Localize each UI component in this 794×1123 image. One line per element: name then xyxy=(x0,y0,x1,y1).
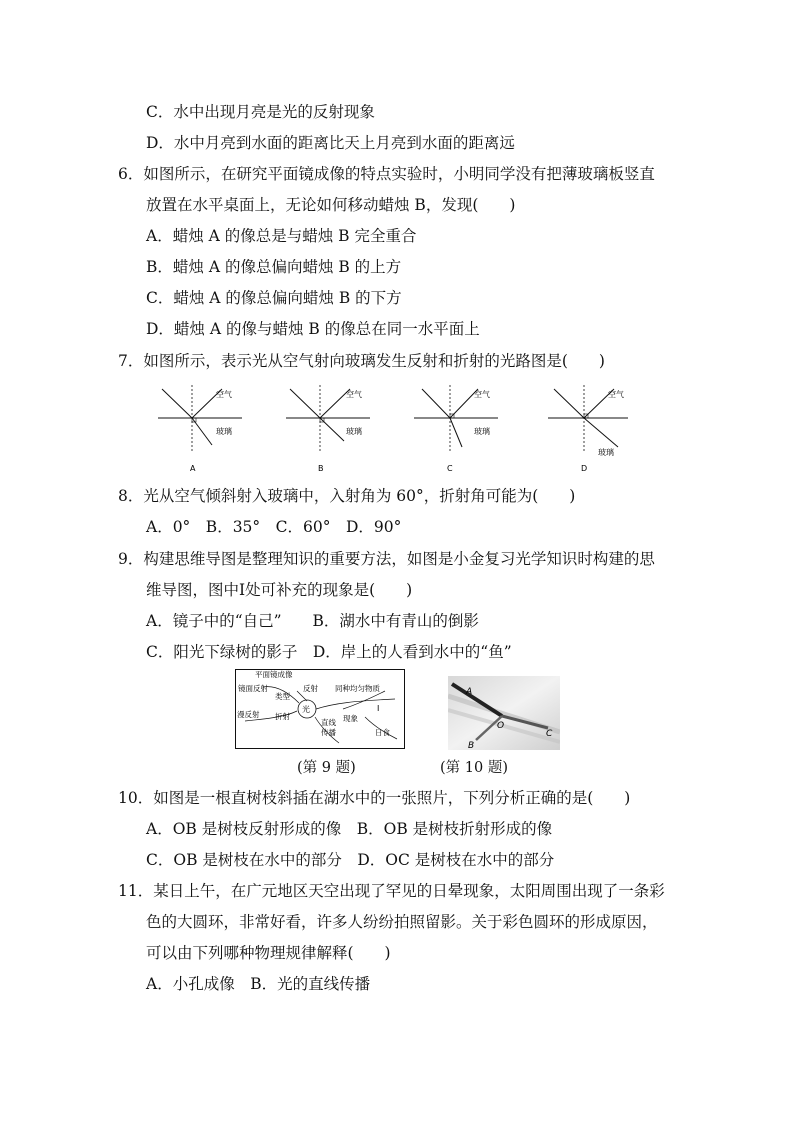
mm-node-reflection: 反射 xyxy=(303,684,318,693)
mm-node-specular: 镜面反射 xyxy=(238,684,268,693)
mm-node-blank-i: Ⅰ xyxy=(377,704,380,713)
q6-option-d: D．蜡烛 A 的像与蜡烛 B 的像总在同一水平面上 xyxy=(146,320,480,338)
q7-diagram-d xyxy=(548,385,628,473)
q7a-air-label: 空气 xyxy=(216,390,232,399)
q10-options-ab: A．OB 是树枝反射形成的像 B．OB 是树枝折射形成的像 xyxy=(146,820,553,838)
q5-option-c: C．水中出现月亮是光的反射现象 xyxy=(146,103,375,121)
q10-options-cd: C．OB 是树枝在水中的部分 D．OC 是树枝在水中的部分 xyxy=(146,851,555,869)
q9-options-ab: A．镜子中的“自己” B．湖水中有青山的倒影 xyxy=(146,612,479,630)
mm-node-propagation: 传播 xyxy=(321,728,336,737)
q10-photo xyxy=(448,676,560,750)
q9-mind-map xyxy=(235,669,405,749)
q10-label-o: O xyxy=(497,721,505,731)
q6-option-b: B．蜡烛 A 的像总偏向蜡烛 B 的上方 xyxy=(146,258,402,276)
question-7-stem: 7．如图所示，表示光从空气射向玻璃发生反射和折射的光路图是( ) xyxy=(118,352,605,370)
q7d-air-label: 空气 xyxy=(608,390,624,399)
q11-options-ab: A．小孔成像 B．光的直线传播 xyxy=(146,975,371,993)
q7-diagram-b xyxy=(286,385,370,473)
mm-node-straight: 直线 xyxy=(321,718,336,727)
q7b-letter: B xyxy=(318,464,324,473)
question-9-stem: 9．构建思维导图是整理知识的重要方法，如图是小金复习光学知识时构建的思 xyxy=(118,550,655,568)
mm-node-diffuse: 漫反射 xyxy=(237,710,260,719)
mm-node-plane-mirror: 平面镜成像 xyxy=(255,670,293,679)
q7a-letter: A xyxy=(190,464,196,473)
q7-diagram-c xyxy=(414,385,498,473)
q7a-glass-label: 玻璃 xyxy=(216,427,232,436)
question-8-stem: 8．光从空气倾斜射入玻璃中，入射角为 60°，折射角可能为( ) xyxy=(118,487,576,505)
mm-node-phenomenon: 现象 xyxy=(343,714,358,723)
mm-node-uniform-medium: 同种均匀物质 xyxy=(335,684,380,693)
question-10-stem: 10．如图是一根直树枝斜插在湖水中的一张照片，下列分析正确的是( ) xyxy=(118,789,631,807)
mm-node-refraction: 折射 xyxy=(275,712,290,721)
question-11-stem-cont1: 色的大圆环，非常好看，许多人纷纷拍照留影。关于彩色圆环的形成原因， xyxy=(146,913,658,931)
q7-diagram-a xyxy=(158,385,242,473)
caption-q9: (第 9 题) xyxy=(297,760,356,776)
question-9-stem-cont: 维导图，图中Ⅰ处可补充的现象是( ) xyxy=(146,581,413,599)
q7d-glass-label: 玻璃 xyxy=(598,448,614,457)
q7c-letter: C xyxy=(447,464,453,473)
question-6-stem: 6．如图所示，在研究平面镜成像的特点实验时，小明同学没有把薄玻璃板竖直 xyxy=(118,165,655,183)
q8-options: A．0° B．35° C．60° D．90° xyxy=(146,518,402,536)
q5-option-d: D．水中月亮到水面的距离比天上月亮到水面的距离远 xyxy=(146,134,515,152)
mm-node-type: 类型 xyxy=(275,692,290,701)
q7b-air-label: 空气 xyxy=(346,390,362,399)
question-6-stem-cont: 放置在水平桌面上，无论如何移动蜡烛 B，发现( ) xyxy=(146,196,516,214)
q7c-glass-label: 玻璃 xyxy=(474,427,490,436)
q7d-letter: D xyxy=(581,464,588,473)
q10-label-a: A xyxy=(466,687,473,697)
question-11-stem: 11．某日上午，在广元地区天空出现了罕见的日晕现象，太阳周围出现了一条彩 xyxy=(118,882,665,900)
question-11-stem-cont2: 可以由下列哪种物理规律解释( ) xyxy=(146,944,391,962)
q7b-glass-label: 玻璃 xyxy=(346,427,362,436)
mm-node-solar-eclipse: 日食 xyxy=(375,728,390,737)
q7-ray-diagrams xyxy=(150,381,640,477)
q6-option-a: A．蜡烛 A 的像总是与蜡烛 B 完全重合 xyxy=(146,227,417,245)
mm-node-light: 光 xyxy=(302,705,310,714)
q10-label-c: C xyxy=(546,729,553,739)
q10-label-b: B xyxy=(468,741,475,750)
caption-q10: (第 10 题) xyxy=(440,760,508,776)
q6-option-c: C．蜡烛 A 的像总偏向蜡烛 B 的下方 xyxy=(146,289,402,307)
q7c-air-label: 空气 xyxy=(474,390,490,399)
q9-options-cd: C．阳光下绿树的影子 D．岸上的人看到水中的“鱼” xyxy=(146,643,512,661)
